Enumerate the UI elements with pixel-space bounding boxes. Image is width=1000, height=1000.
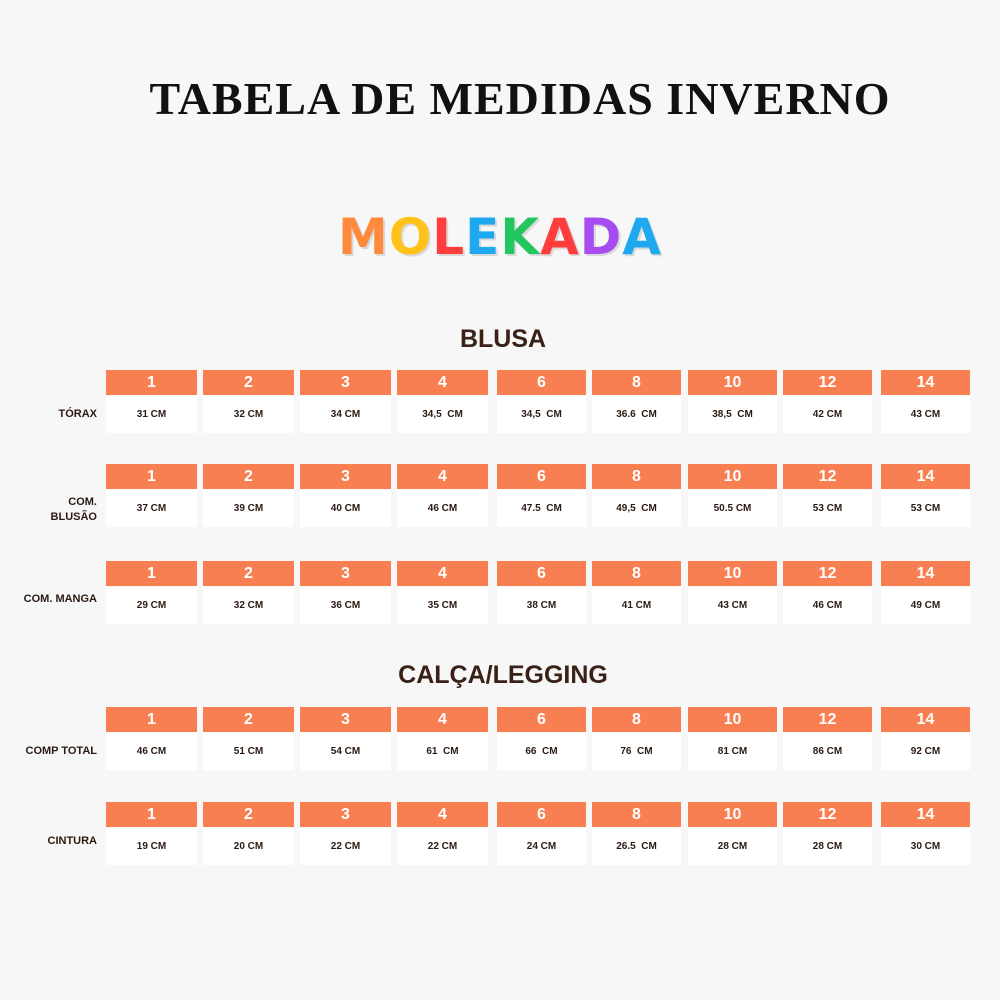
measure-cell: 32 CM	[203, 396, 294, 433]
measure-cell: 22 CM	[397, 828, 488, 865]
size-header: 12	[783, 464, 872, 489]
measure-cell: 34 CM	[300, 396, 391, 433]
logo-letter: K	[500, 208, 541, 266]
measure-cell: 46 CM	[397, 490, 488, 527]
measure-cell: 41 CM	[592, 587, 681, 624]
section-title-calca-legging: CALÇA/LEGGING	[398, 661, 608, 689]
size-header: 12	[783, 370, 872, 395]
size-header: 2	[203, 802, 294, 827]
measure-cell: 43 CM	[881, 396, 970, 433]
measure-cell: 38 CM	[497, 587, 586, 624]
measure-cell: 28 CM	[688, 828, 777, 865]
measure-cell: 19 CM	[106, 828, 197, 865]
size-header: 3	[300, 561, 391, 586]
logo-letter: A	[622, 208, 662, 266]
size-header: 14	[881, 802, 970, 827]
size-header: 1	[106, 561, 197, 586]
measure-cell: 37 CM	[106, 490, 197, 527]
size-header: 2	[203, 464, 294, 489]
row-label: CINTURA	[47, 835, 97, 847]
measure-cell: 49,5 CM	[592, 490, 681, 527]
size-header: 4	[397, 561, 488, 586]
measure-cell: 53 CM	[881, 490, 970, 527]
logo-letter: E	[465, 208, 501, 266]
size-header: 1	[106, 370, 197, 395]
size-header: 8	[592, 802, 681, 827]
size-header: 8	[592, 561, 681, 586]
measure-cell: 43 CM	[688, 587, 777, 624]
brand-logo	[0, 208, 1000, 266]
size-header: 6	[497, 370, 586, 395]
measure-cell: 46 CM	[783, 587, 872, 624]
measure-cell: 42 CM	[783, 396, 872, 433]
measure-cell: 34,5 CM	[497, 396, 586, 433]
measure-cell: 81 CM	[688, 733, 777, 770]
row-label: TÓRAX	[58, 408, 97, 420]
measure-cell: 61 CM	[397, 733, 488, 770]
measure-cell: 50.5 CM	[688, 490, 777, 527]
measure-cell: 24 CM	[497, 828, 586, 865]
measure-cell: 76 CM	[592, 733, 681, 770]
size-header: 14	[881, 707, 970, 732]
measure-cell: 35 CM	[397, 587, 488, 624]
size-header: 2	[203, 370, 294, 395]
size-header: 3	[300, 802, 391, 827]
measure-cell: 28 CM	[783, 828, 872, 865]
logo-letter: M	[338, 208, 389, 266]
size-header: 6	[497, 707, 586, 732]
measure-cell: 36 CM	[300, 587, 391, 624]
size-header: 3	[300, 707, 391, 732]
size-header: 2	[203, 707, 294, 732]
measure-cell: 32 CM	[203, 587, 294, 624]
measure-cell: 49 CM	[881, 587, 970, 624]
measure-cell: 30 CM	[881, 828, 970, 865]
size-header: 3	[300, 464, 391, 489]
logo-letter: D	[579, 208, 623, 266]
size-header: 12	[783, 707, 872, 732]
size-header: 6	[497, 802, 586, 827]
measure-cell: 34,5 CM	[397, 396, 488, 433]
size-header: 3	[300, 370, 391, 395]
logo-letter: A	[540, 208, 580, 266]
size-header: 1	[106, 464, 197, 489]
row-label: COMP TOTAL	[25, 745, 97, 757]
size-header: 10	[688, 464, 777, 489]
measure-cell: 39 CM	[203, 490, 294, 527]
measure-cell: 66 CM	[497, 733, 586, 770]
measure-cell: 38,5 CM	[688, 396, 777, 433]
size-header: 6	[497, 464, 586, 489]
logo-letter: O	[388, 208, 433, 266]
size-header: 10	[688, 370, 777, 395]
size-header: 14	[881, 370, 970, 395]
size-header: 10	[688, 802, 777, 827]
size-header: 10	[688, 707, 777, 732]
logo-letter: L	[432, 208, 466, 266]
size-header: 14	[881, 561, 970, 586]
size-header: 1	[106, 707, 197, 732]
section-title-blusa: BLUSA	[459, 325, 547, 353]
size-header: 8	[592, 370, 681, 395]
size-header: 4	[397, 370, 488, 395]
size-header: 4	[397, 464, 488, 489]
size-header: 4	[397, 802, 488, 827]
measure-cell: 51 CM	[203, 733, 294, 770]
measure-cell: 92 CM	[881, 733, 970, 770]
measure-cell: 31 CM	[106, 396, 197, 433]
size-header: 12	[783, 561, 872, 586]
size-header: 14	[881, 464, 970, 489]
page-title: TABELA DE MEDIDAS INVERNO	[149, 73, 891, 124]
size-header: 1	[106, 802, 197, 827]
size-header: 10	[688, 561, 777, 586]
measure-cell: 46 CM	[106, 733, 197, 770]
size-header: 4	[397, 707, 488, 732]
measure-cell: 36.6 CM	[592, 396, 681, 433]
size-header: 2	[203, 561, 294, 586]
size-header: 8	[592, 707, 681, 732]
size-header: 12	[783, 802, 872, 827]
row-label: COM. MANGA	[23, 593, 97, 605]
measure-cell: 29 CM	[106, 587, 197, 624]
row-label: COM. BLUSÃO	[50, 496, 97, 523]
size-header: 6	[497, 561, 586, 586]
measure-cell: 22 CM	[300, 828, 391, 865]
measure-cell: 53 CM	[783, 490, 872, 527]
measure-cell: 86 CM	[783, 733, 872, 770]
measure-cell: 20 CM	[203, 828, 294, 865]
size-header: 8	[592, 464, 681, 489]
measure-cell: 26.5 CM	[592, 828, 681, 865]
measure-cell: 40 CM	[300, 490, 391, 527]
measure-cell: 47.5 CM	[497, 490, 586, 527]
measure-cell: 54 CM	[300, 733, 391, 770]
